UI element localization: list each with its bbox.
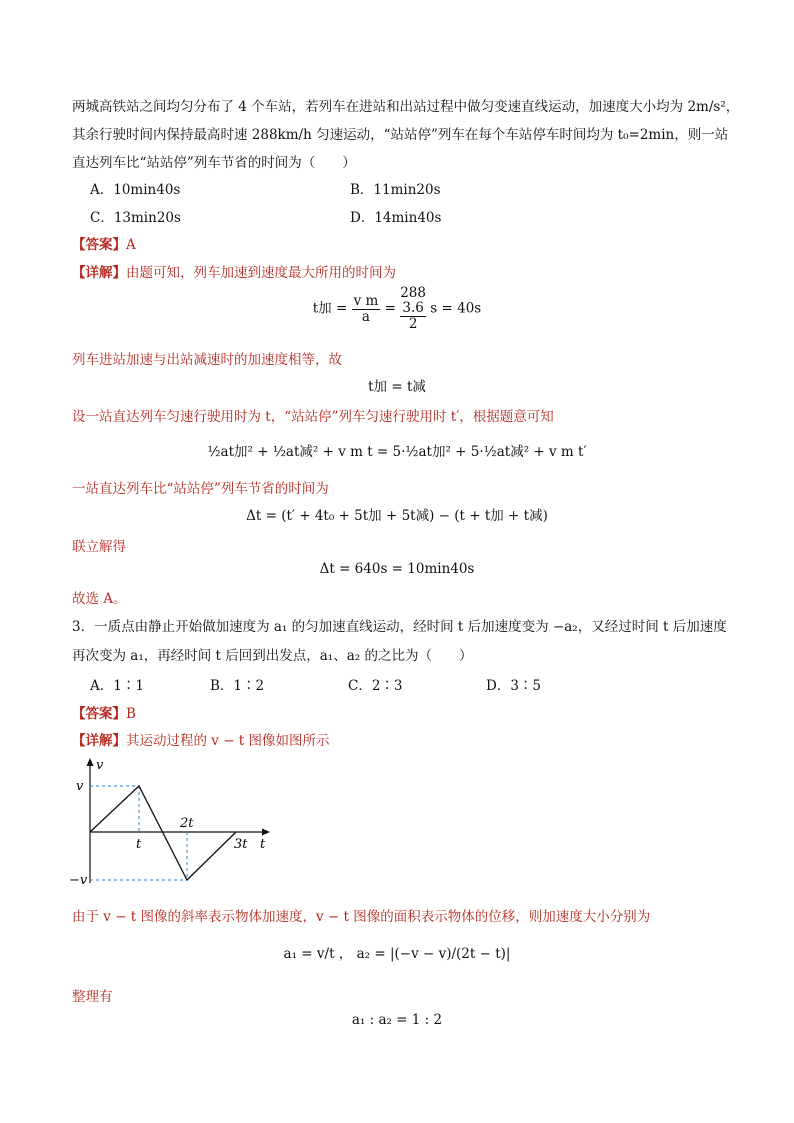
q3-equation-a: a₁ = v/t ， a₂ = |(−v − v)/(2t − t)|: [283, 946, 511, 962]
y-axis-arrow: [87, 758, 94, 766]
q3-line-slope: 由于 v − t 图像的斜率表示物体加速度，v − t 图像的面积表示物体的位移，则加速度大小分别为: [72, 909, 651, 925]
q2-line-equal-acc: 列车进站加速与出站减速时的加速度相等，故: [72, 352, 342, 368]
answer-value: A: [126, 237, 136, 253]
q3-option-d: D．3∶5: [486, 678, 542, 694]
q2-equation-5: Δt = 640s = 10min40s: [319, 561, 475, 577]
q3-option-c: C．2∶3: [348, 678, 403, 694]
q2-equation-1: [0, 286, 794, 332]
eq1-rhs: s = 40s: [430, 300, 482, 317]
eq1-lhs: t加 =: [312, 300, 348, 317]
eq1-big-den: 2: [408, 316, 418, 332]
q2-option-d: D．14min40s: [350, 210, 442, 226]
x-axis-arrow: [262, 829, 270, 836]
q3-detail-intro: [72, 729, 330, 749]
answer-value: B: [126, 706, 136, 722]
q2-answer: [72, 233, 136, 253]
q3-stem-line-1: 3．一质点由静止开始做加速度为 a₁ 的匀加速直线运动，经时间 t 后加速度变为 −a₂，又经过时间 t 后加速度: [72, 619, 727, 635]
q3-equation-ratio: a₁ : a₂ = 1 : 2: [351, 1012, 443, 1028]
label-v: v: [76, 779, 84, 794]
q2-equation-2: t加 = t减: [368, 379, 426, 395]
y-axis-label: v: [96, 758, 104, 773]
answer-label: 【答案】: [72, 706, 126, 722]
label-t: t: [136, 837, 142, 852]
answer-label: 【答案】: [72, 237, 126, 253]
eq1-equals: =: [384, 300, 396, 317]
eq1-frac-num: v m: [353, 292, 379, 309]
q2-option-c: C．13min20s: [90, 210, 181, 226]
q2-line-save: 一站直达列车比“站站停”列车节省的时间为: [72, 481, 329, 497]
label-2t: 2t: [180, 816, 194, 831]
q2-equation-3: ½at加² + ½at减² + v m t = 5·½at加² + 5·½at减² + v m t′: [207, 444, 587, 460]
detail-label: 【详解】: [72, 265, 126, 281]
q2-stem-line-2: 其余行驶时间内保持最高时速 288km/h 匀速运动，“站站停”列车在每个车站停车时间均为 t₀=2min，则一站: [72, 127, 729, 143]
eq1-big-mid: 3.6: [400, 301, 426, 317]
q3-line-arrange: 整理有: [72, 989, 113, 1005]
x-axis-label: t: [260, 837, 266, 852]
eq1-frac-den: a: [361, 308, 370, 325]
label-3t: 3t: [234, 837, 248, 852]
eq1-big-fraction: [400, 286, 426, 332]
vt-line: [90, 786, 236, 880]
q2-equation-4: Δt = (t′ + 4t₀ + 5t加 + 5t减) − (t + t加 + t减): [246, 508, 548, 524]
q2-stem-line-3: 直达列车比“站站停”列车节省的时间为（ ）: [72, 155, 356, 171]
q2-detail-intro: [72, 261, 396, 281]
detail-label: 【详解】: [72, 733, 126, 749]
q2-stem-line-1: 两城高铁站之间均匀分布了 4 个车站，若列车在进站和出站过程中做匀变速直线运动，加速度大小均为 2m/s²，: [72, 99, 740, 115]
q3-option-b: B．1∶2: [210, 678, 265, 694]
label-neg-v: −v: [69, 873, 88, 888]
q2-option-b: B．11min20s: [350, 182, 441, 198]
q2-option-a: A．10min40s: [90, 182, 181, 198]
q2-line-assume: 设一站直达列车匀速行驶用时为 t，“站站停”列车匀速行驶用时 t′，根据题意可知: [72, 409, 554, 425]
eq1-fraction: [352, 294, 381, 325]
q3-stem-line-2: 再次变为 a₁，再经时间 t 后回到出发点，a₁、a₂ 的之比为（ ）: [72, 648, 473, 664]
vt-graph: [68, 755, 288, 895]
q2-conclusion: 故选 A。: [72, 591, 127, 607]
detail-text: 其运动过程的 v − t 图像如图所示: [126, 733, 330, 749]
q3-answer: [72, 702, 136, 722]
eq1-big-top: 288: [400, 285, 426, 301]
q2-line-solve: 联立解得: [72, 539, 126, 555]
detail-text: 由题可知，列车加速到速度最大所用的时间为: [126, 265, 396, 281]
q3-option-a: A．1∶1: [90, 678, 144, 694]
